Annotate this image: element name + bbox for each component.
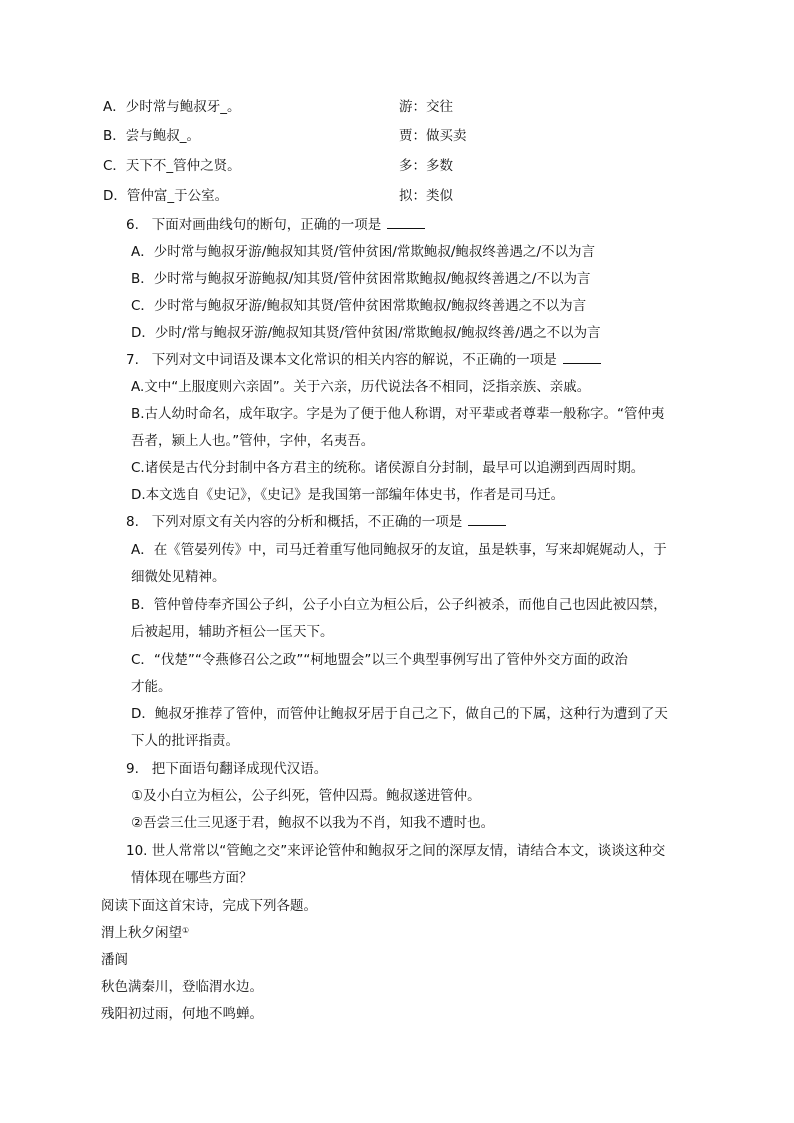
answer-blank — [563, 351, 601, 364]
answer-blank — [387, 216, 425, 229]
q7-line: D.本文选自《史记》，《史记》是我国第一部编年体史书，作者是司马迁。 — [131, 487, 565, 503]
option-c-gloss: 多：多数 — [399, 158, 453, 174]
q8-line: D．鲍叔牙推荐了管仲，而管仲让鲍叔牙居于自己之下，做自己的下属，这种行为遭到了天 — [131, 706, 668, 722]
option-a-text: A．少时常与鲍叔牙_。 — [103, 99, 241, 115]
q6-option: B．少时常与鲍叔牙游鲍叔/知其贤/管仲贫困常欺鲍叔/鲍叔终善遇之/不以为言 — [131, 271, 591, 287]
poem-line: 秋色满秦川，登临渭水边。 — [101, 979, 263, 995]
option-d-gloss: 拟：类似 — [399, 188, 453, 204]
q8-line: 细微处见精神。 — [131, 569, 226, 585]
poem-author: 潘阆 — [101, 952, 128, 968]
q7-line: 吾者，颍上人也。”管仲，字仲，名夷吾。 — [131, 433, 375, 449]
poem-title — [101, 924, 189, 942]
q8-line: C．“伐楚”“令燕修召公之政”“柯地盟会”以三个典型事例写出了管仲外交方面的政治 — [131, 652, 628, 668]
q7-stem-text: 7. 下列对文中词语及课本文化常识的相关内容的解说，不正确的一项是 — [126, 352, 557, 368]
option-b-gloss: 贾：做买卖 — [399, 128, 467, 144]
q6-option: A．少时常与鲍叔牙游/鲍叔知其贤/管仲贫困/常欺鲍叔/鲍叔终善遇之/不以为言 — [131, 244, 595, 260]
poem-title-text: 渭上秋夕闲望 — [101, 925, 182, 941]
option-row-b — [103, 127, 467, 145]
option-row-d — [103, 187, 453, 205]
option-row-a — [103, 98, 453, 116]
q8-stem — [126, 513, 506, 531]
q9-line: ①及小白立为桓公，公子纠死，管仲囚焉。鲍叔遂进管仲。 — [131, 788, 481, 804]
q9-stem: 9. 把下面语句翻译成现代汉语。 — [126, 761, 328, 777]
q10-line: 10. 世人常常以“管鲍之交”来评论管仲和鲍叔牙之间的深厚友情，请结合本文，谈谈这种交 — [126, 843, 666, 859]
q6-option: D．少时/常与鲍叔牙游/鲍叔知其贤/管仲贫困/常欺鲍叔/鲍叔终善/遇之不以为言 — [131, 325, 601, 341]
footnote-marker: ① — [182, 926, 190, 935]
q7-line: C.诸侯是古代分封制中各方君主的统称。诸侯源自分封制，最早可以追溯到西周时期。 — [131, 460, 645, 476]
option-c-text: C．天下不_管仲之贤。 — [103, 158, 241, 174]
q8-line: 才能。 — [131, 679, 172, 695]
option-a-gloss: 游：交往 — [399, 99, 453, 115]
option-b-text: B．尝与鲍叔_。 — [103, 128, 201, 144]
q8-line: B．管仲曾侍奉齐国公子纠，公子小白立为桓公后，公子纠被杀，而他自己也因此被囚禁， — [131, 597, 667, 613]
poem-intro: 阅读下面这首宋诗，完成下列各题。 — [101, 898, 317, 914]
q6-stem — [126, 216, 425, 234]
option-row-c — [103, 157, 453, 175]
q7-line: B.古人幼时命名，成年取字。字是为了便于他人称谓，对平辈或者尊辈一般称字。“管仲夷 — [131, 406, 665, 422]
q8-line: A．在《管晏列传》中，司马迁着重写他同鲍叔牙的友谊，虽是轶事，写来却娓娓动人，于 — [131, 542, 667, 558]
q8-stem-text: 8. 下列对原文有关内容的分析和概括，不正确的一项是 — [126, 514, 463, 530]
q6-stem-text: 6. 下面对画曲线句的断句，正确的一项是 — [126, 217, 382, 233]
q8-line: 后被起用，辅助齐桓公一匡天下。 — [131, 624, 334, 640]
answer-blank — [468, 513, 506, 526]
q8-line: 下人的批评指责。 — [131, 733, 239, 749]
q7-line: A.文中“上服度则六亲固”。关于六亲，历代说法各不相同，泛指亲族、亲戚。 — [131, 379, 591, 395]
q6-option: C．少时常与鲍叔牙游/鲍叔知其贤/管仲贫困常欺鲍叔/鲍叔终善遇之不以为言 — [131, 298, 587, 314]
q7-stem — [126, 351, 601, 369]
q9-line: ②吾尝三仕三见逐于君，鲍叔不以我为不肖，知我不遭时也。 — [131, 815, 495, 831]
poem-line: 残阳初过雨，何地不鸣蝉。 — [101, 1006, 263, 1022]
option-d-text: D．管仲富_于公室。 — [103, 188, 229, 204]
q10-line: 情体现在哪些方面？ — [131, 870, 253, 886]
